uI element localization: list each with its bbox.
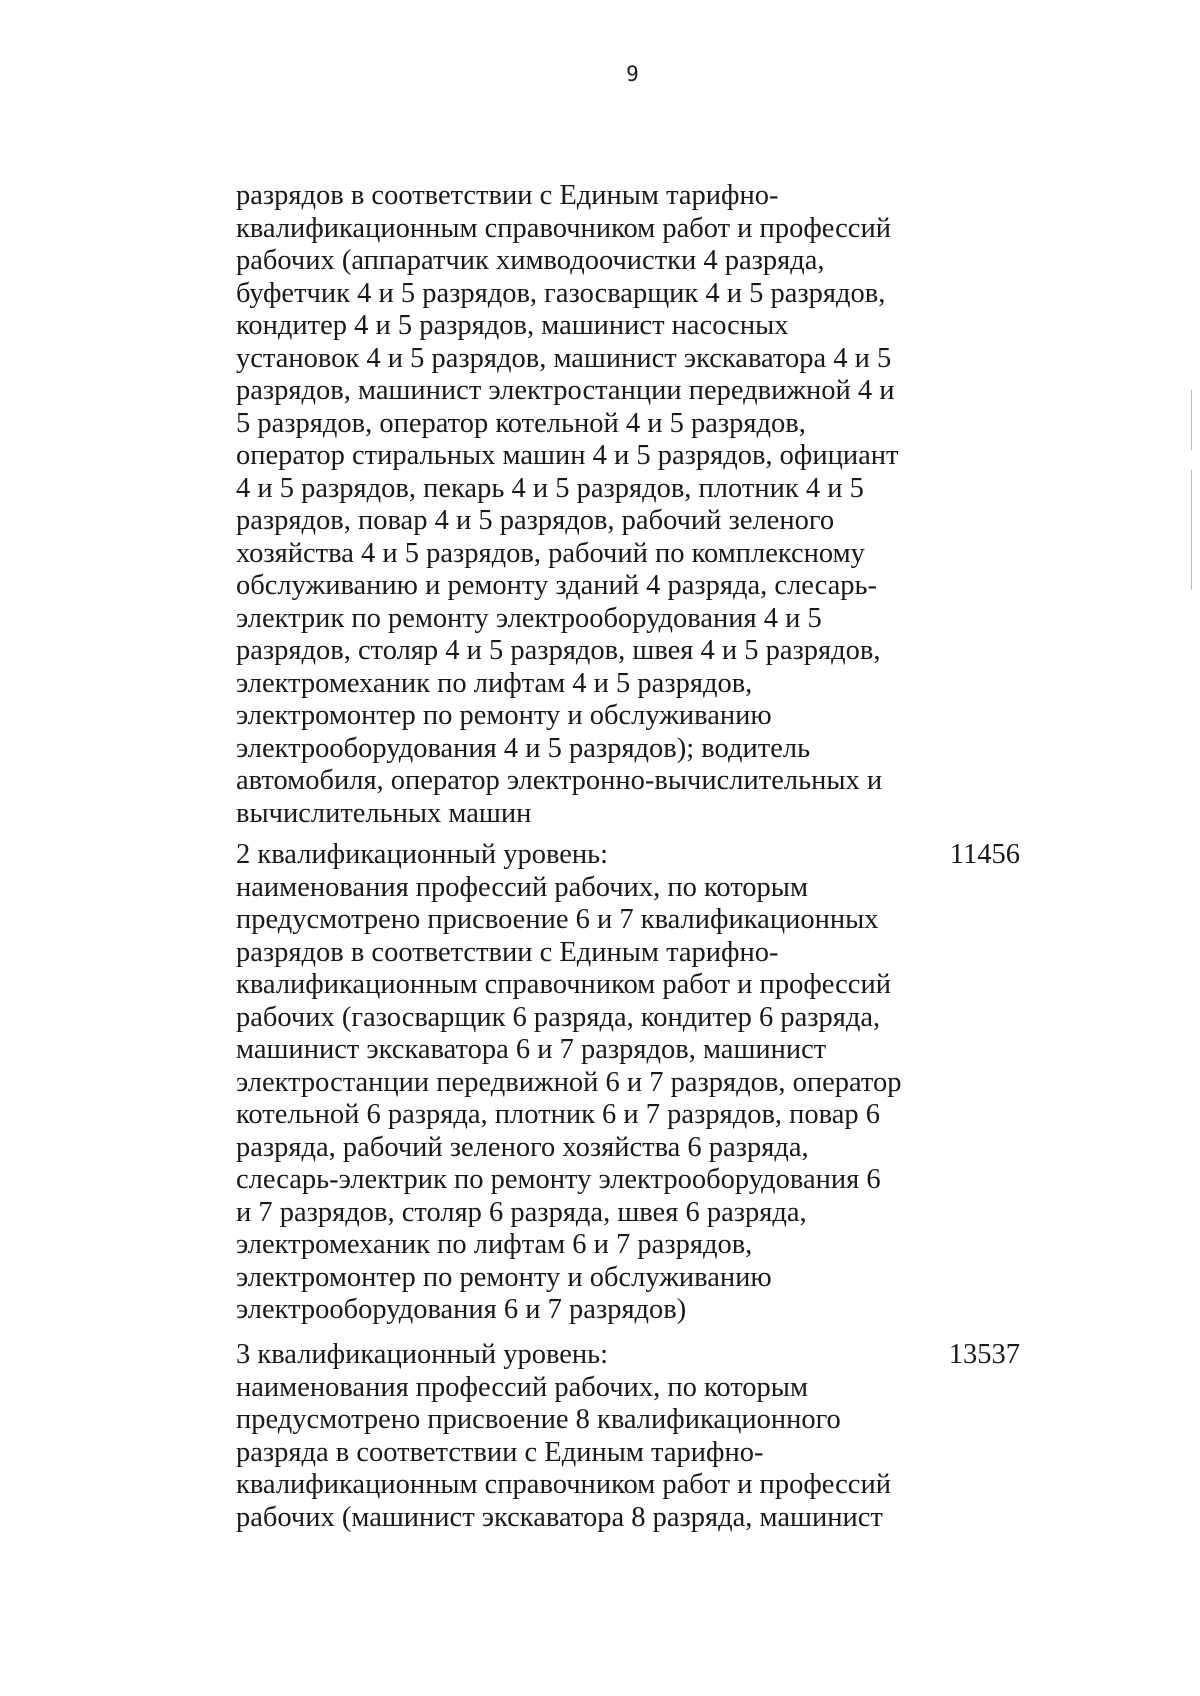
text-line: наименования профессий рабочих, по которым bbox=[236, 871, 808, 903]
text-line: наименования профессий рабочих, по которым bbox=[236, 1371, 808, 1403]
text-line: рабочих (газосварщик 6 разряда, кондитер 6 разряда, bbox=[236, 1001, 881, 1033]
scan-edge-mark bbox=[1191, 470, 1192, 590]
level-heading: 3 квалификационный уровень: bbox=[236, 1339, 609, 1370]
page-number: 9 bbox=[626, 62, 639, 86]
qualification-level-2 bbox=[236, 839, 902, 1327]
text-line: электрик по ремонту электрооборудования 4 и 5 bbox=[236, 602, 822, 634]
text-line: электромеханик по лифтам 4 и 5 разрядов, bbox=[236, 667, 753, 699]
qualification-level-1-continuation bbox=[236, 180, 899, 830]
text-line: разрядов, столяр 4 и 5 разрядов, швея 4 и 5 разрядов, bbox=[236, 635, 881, 666]
text-line: разряда в соответствии с Единым тарифно- bbox=[236, 1436, 764, 1468]
text-line: слесарь-электрик по ремонту электрооборудования 6 bbox=[236, 1164, 881, 1195]
text-line: 5 разрядов, оператор котельной 4 и 5 разрядов, bbox=[236, 407, 806, 439]
text-line: 4 и 5 разрядов, пекарь 4 и 5 разрядов, плотник 4 и 5 bbox=[236, 472, 864, 504]
text-line: кондитер 4 и 5 разрядов, машинист насосных bbox=[236, 310, 789, 341]
text-line: хозяйства 4 и 5 разрядов, рабочий по комплексному bbox=[236, 537, 865, 569]
text-line: установок 4 и 5 разрядов, машинист экскаватора 4 и 5 bbox=[236, 342, 892, 374]
text-line: машинист экскаватора 6 и 7 разрядов, машинист bbox=[236, 1034, 827, 1065]
text-line: оператор стиральных машин 4 и 5 разрядов, официант bbox=[236, 440, 899, 471]
text-line: электромонтер по ремонту и обслуживанию bbox=[236, 700, 772, 731]
text-line: рабочих (аппаратчик химводоочистки 4 разряда, bbox=[236, 245, 825, 276]
text-line: разрядов в соответствии с Единым тарифно- bbox=[236, 180, 779, 211]
text-line: рабочих (машинист экскаватора 8 разряда, машинист bbox=[236, 1501, 883, 1533]
text-line: буфетчик 4 и 5 разрядов, газосварщик 4 и 5 разрядов, bbox=[236, 277, 886, 309]
text-line: квалификационным справочником работ и профессий bbox=[236, 969, 891, 1000]
text-line: вычислительных машин bbox=[236, 797, 532, 829]
qualification-level-3 bbox=[236, 1339, 896, 1534]
scan-edge-mark bbox=[1191, 390, 1192, 450]
text-line: предусмотрено присвоение 6 и 7 квалификационных bbox=[236, 904, 879, 935]
text-line: разрядов, машинист электростанции передвижной 4 и bbox=[236, 375, 895, 406]
salary-value-level-2: 11456 bbox=[949, 839, 1020, 870]
text-line: электрооборудования 6 и 7 разрядов) bbox=[236, 1294, 687, 1325]
text-line: квалификационным справочником работ и профессий bbox=[236, 1469, 891, 1500]
text-line: предусмотрено присвоение 8 квалификационного bbox=[236, 1404, 841, 1435]
text-line: электромеханик по лифтам 6 и 7 разрядов, bbox=[236, 1229, 753, 1260]
text-line: электрооборудования 4 и 5 разрядов); водитель bbox=[236, 732, 811, 764]
text-line: разрядов в соответствии с Единым тарифно- bbox=[236, 936, 779, 968]
text-line: разрядов, повар 4 и 5 разрядов, рабочий зеленого bbox=[236, 505, 835, 536]
text-line: котельной 6 разряда, плотник 6 и 7 разрядов, повар 6 bbox=[236, 1099, 881, 1130]
text-line: квалификационным справочником работ и профессий bbox=[236, 212, 891, 244]
text-line: разряда, рабочий зеленого хозяйства 6 разряда, bbox=[236, 1131, 809, 1163]
text-line: и 7 разрядов, столяр 6 разряда, швея 6 разряда, bbox=[236, 1196, 807, 1228]
text-line: обслуживанию и ремонту зданий 4 разряда, слесарь- bbox=[236, 570, 878, 601]
text-line: автомобиля, оператор электронно-вычислительных и bbox=[236, 765, 883, 796]
salary-value-level-3: 13537 bbox=[948, 1339, 1020, 1370]
text-line: электромонтер по ремонту и обслуживанию bbox=[236, 1261, 772, 1293]
level-heading: 2 квалификационный уровень: bbox=[236, 839, 609, 870]
text-line: электростанции передвижной 6 и 7 разрядов, оператор bbox=[236, 1066, 902, 1098]
